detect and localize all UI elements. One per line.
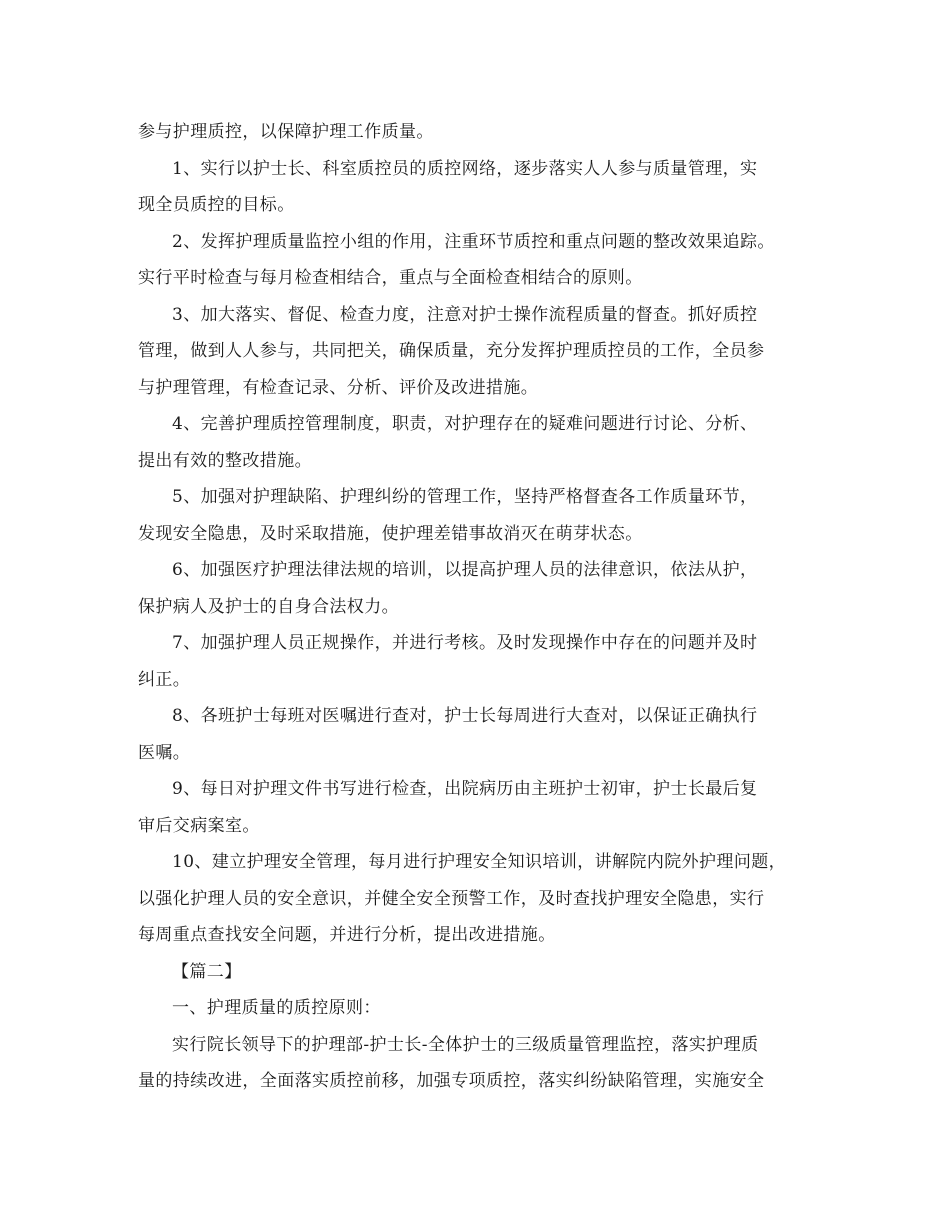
text-line: 参与护理质控，以保障护理工作质量。	[138, 122, 434, 142]
list-item-3-line-2: 管理，做到人人参与，共同把关，确保质量，充分发挥护理质控员的工作，全员参	[138, 341, 765, 361]
list-item-2-line-1: 2、发挥护理质量监控小组的作用，注重环节质控和重点问题的整改效果追踪。	[172, 231, 775, 252]
list-item-6-line-1: 6、加强医疗护理法律法规的培训，以提高护理人员的法律意识，依法从护，	[172, 560, 758, 580]
list-item-4-line-2: 提出有效的整改措施。	[138, 450, 312, 471]
list-item-5-line-2: 发现安全隐患，及时采取措施，使护理差错事故消灭在萌芽状态。	[138, 523, 643, 544]
list-item-9-line-2: 审后交病案室。	[138, 815, 260, 836]
list-item-1-line-2: 现全员质控的目标。	[138, 195, 295, 215]
list-item-8-line-1: 8、各班护士每班对医嘱进行查对，护士长每周进行大查对，以保证正确执行	[172, 706, 758, 726]
list-item-5-line-1: 5、加强对护理缺陷、护理纠纷的管理工作，坚持严格督查各工作质量环节，	[172, 487, 758, 507]
list-item-10-line-3: 每周重点查找安全问题，并进行分析，提出改进措施。	[138, 925, 556, 945]
list-item-7-line-2: 纠正。	[138, 669, 191, 690]
list-item-9-line-1: 9、每日对护理文件书写进行检查，出院病历由主班护士初审，护士长最后复	[172, 779, 758, 799]
list-item-8-line-2: 医嘱。	[138, 742, 191, 763]
section-heading: 【篇二】	[172, 961, 242, 982]
list-item-1-line-1: 1、实行以护士长、科室质控员的质控网络，逐步落实人人参与质量管理，实	[172, 158, 758, 179]
list-item-10-line-2: 以强化护理人员的安全意识，并健全安全预警工作，及时查找护理安全隐患，实行	[138, 888, 765, 909]
subsection-heading: 一、护理质量的质控原则：	[172, 998, 381, 1018]
list-item-7-line-1: 7、加强护理人员正规操作，并进行考核。及时发现操作中存在的问题并及时	[172, 633, 758, 653]
list-item-4-line-1: 4、完善护理质控管理制度，职责，对护理存在的疑难问题进行讨论、分析、	[172, 414, 758, 434]
list-item-3-line-1: 3、加大落实、督促、检查力度，注意对护士操作流程质量的督查。抓好质控	[172, 304, 758, 325]
list-item-3-line-3: 与护理管理，有检查记录、分析、评价及改进措施。	[138, 377, 539, 398]
list-item-6-line-2: 保护病人及护士的自身合法权力。	[138, 596, 399, 617]
list-item-2-line-2: 实行平时检查与每月检查相结合，重点与全面检查相结合的原则。	[138, 268, 643, 288]
paragraph-line-2: 量的持续改进，全面落实质控前移，加强专项质控，落实纠纷缺陷管理，实施安全	[138, 1071, 765, 1091]
document-body	[138, 114, 818, 1100]
paragraph-line-1: 实行院长领导下的护理部-护士长-全体护士的三级质量管理监控，落实护理质	[172, 1034, 759, 1055]
list-item-10-line-1: 10、建立护理安全管理，每月进行护理安全知识培训，讲解院内院外护理问题，	[172, 852, 787, 872]
